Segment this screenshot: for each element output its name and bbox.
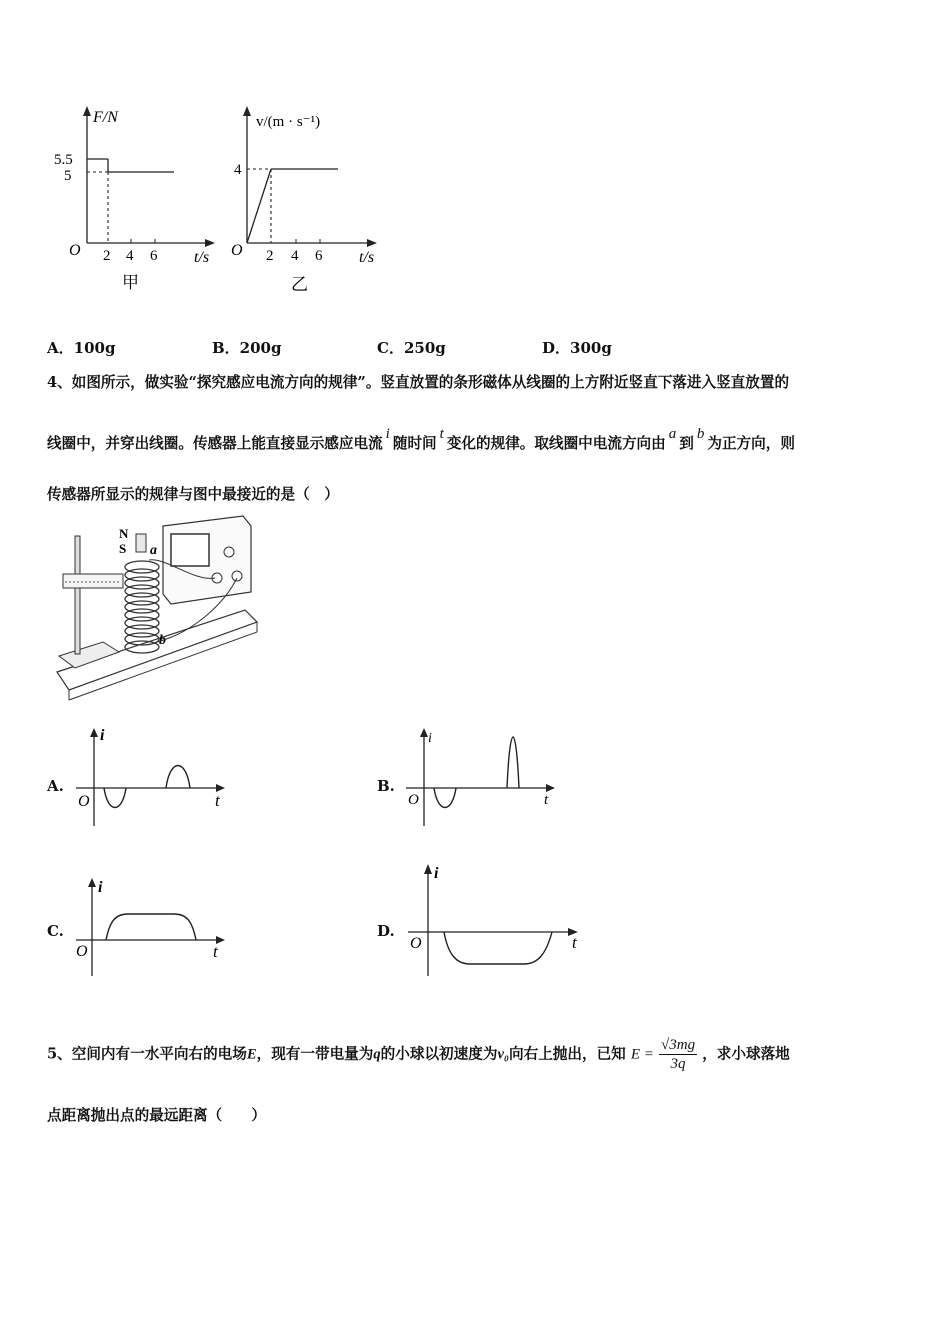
a-axis-i: i xyxy=(100,727,105,744)
b-i-arrow xyxy=(420,728,428,737)
c-axis-t: t xyxy=(213,942,218,961)
yi-origin: O xyxy=(231,242,243,259)
b-axis-t: t xyxy=(544,792,549,808)
magnet-label-n: N xyxy=(119,526,129,541)
yi-x-tick-2: 2 xyxy=(266,248,274,264)
yi-v-ramp xyxy=(247,169,271,243)
d-axis-t: t xyxy=(572,933,577,952)
q5-formula-num: √3mg xyxy=(661,1037,696,1053)
q3-option-c: C．250g xyxy=(377,339,446,357)
yi-y-tick-4: 4 xyxy=(234,162,242,178)
b-pos-spike xyxy=(507,737,519,788)
q4-line-2a: 线圈中，并穿出线圈。传感器上能直接显示感应电流 xyxy=(47,435,383,452)
a-i-arrow xyxy=(90,728,98,737)
yi-x-tick-6: 6 xyxy=(315,248,323,264)
q3-option-d: D．300g xyxy=(542,339,612,357)
c-axis-i: i xyxy=(98,879,103,896)
q3-option-b: B．200g xyxy=(212,339,282,357)
q5-line-1b: ，现有一带电量为 xyxy=(256,1045,374,1063)
jia-caption: 甲 xyxy=(122,273,139,292)
q5-line-1c: 的小球以初速度为 xyxy=(380,1045,498,1063)
d-i-arrow xyxy=(424,864,432,874)
q4-option-d-graph xyxy=(400,858,590,983)
jia-x-tick-6: 6 xyxy=(150,248,158,264)
q4-sym-a: a xyxy=(668,426,677,442)
q5-line-1 xyxy=(47,1036,790,1073)
q4-sym-t: t xyxy=(439,426,444,442)
b-origin: O xyxy=(408,792,419,808)
q5-line-1e: ，求小球落地 xyxy=(702,1045,790,1063)
q5-line-1a: 5、空间内有一水平向右的电场 xyxy=(47,1045,247,1063)
q4-option-b-letter: B. xyxy=(377,777,395,795)
jia-y-tick-5: 5 xyxy=(64,168,72,184)
d-axis-i: i xyxy=(434,865,439,882)
yi-y-label: v/(m · s⁻¹) xyxy=(256,114,321,130)
c-origin: O xyxy=(76,943,88,960)
q4-line-1: 4、如图所示，做实验“探究感应电流方向的规律”。竖直放置的条形磁体从线圈的上方附近竖直下落进入竖直放置的 xyxy=(47,374,790,391)
q4-apparatus-figure xyxy=(45,512,260,704)
yi-x-tick-4: 4 xyxy=(291,248,299,264)
graph-yi xyxy=(225,100,395,300)
jia-y-label: F/N xyxy=(93,109,118,126)
q4-line-2b: 随时间 xyxy=(392,435,437,452)
jia-x-tick-2: 2 xyxy=(103,248,111,264)
terminal-label-a: a xyxy=(150,543,157,558)
a-pos-pulse xyxy=(166,766,190,789)
yi-y-arrow xyxy=(243,106,251,116)
q3-option-a: A．100g xyxy=(47,339,116,357)
b-axis-i: i xyxy=(428,731,432,746)
magnet-label-s: S xyxy=(119,541,127,556)
jia-x-label: t/s xyxy=(194,249,210,266)
q5-formula-lhs: E = xyxy=(630,1046,654,1063)
q4-line-2d: 到 xyxy=(679,435,694,452)
coil xyxy=(125,561,159,653)
q5-line-2: 点距离抛出点的最远距离（ ） xyxy=(47,1107,266,1124)
q4-option-d-letter: D. xyxy=(377,922,395,940)
c-pos-plateau xyxy=(106,914,196,940)
b-neg-pulse xyxy=(434,788,456,808)
jia-y-arrow xyxy=(83,106,91,116)
jia-origin: O xyxy=(69,242,81,259)
q4-line-2c: 变化的规律。取线圈中电流方向由 xyxy=(446,435,666,452)
sensor-screen xyxy=(171,534,209,566)
a-origin: O xyxy=(78,793,90,810)
q4-sym-i: i xyxy=(385,426,390,442)
jia-x-arrow xyxy=(205,239,215,247)
q5-formula-den: 3q xyxy=(670,1056,686,1072)
q4-option-b-graph xyxy=(400,722,570,832)
jia-y-tick-5-5: 5.5 xyxy=(54,152,73,168)
yi-x-arrow xyxy=(367,239,377,247)
d-neg-plateau xyxy=(444,932,552,964)
q5-formula-fraction xyxy=(659,1036,697,1073)
a-axis-t: t xyxy=(215,791,220,810)
q5-line-1d: 向右上抛出，已知 xyxy=(509,1045,626,1063)
q4-option-a-graph xyxy=(70,722,240,832)
stand-clamp xyxy=(63,574,123,588)
q4-option-c-graph xyxy=(70,872,240,982)
jia-x-tick-4: 4 xyxy=(126,248,134,264)
q5-sym-q: q xyxy=(373,1046,381,1063)
sensor-knob-3 xyxy=(232,571,242,581)
yi-caption: 乙 xyxy=(291,275,308,294)
q4-option-c-letter: C. xyxy=(47,922,64,940)
stand-rod xyxy=(75,536,80,654)
c-i-arrow xyxy=(88,878,96,887)
q4-sym-b: b xyxy=(696,426,705,442)
q5-sym-v0: v₀ xyxy=(497,1046,510,1063)
q5-sym-e: E xyxy=(246,1046,257,1063)
a-neg-pulse xyxy=(104,788,126,808)
graph-jia xyxy=(50,100,225,300)
q4-line-3: 传感器所显示的规律与图中最接近的是（ ） xyxy=(47,486,339,503)
b-t-arrow xyxy=(546,784,555,792)
yi-x-label: t/s xyxy=(359,249,375,266)
terminal-label-b: b xyxy=(159,633,166,648)
d-origin: O xyxy=(410,935,422,952)
q4-line-2 xyxy=(47,426,795,453)
q4-line-2e: 为正方向，则 xyxy=(707,435,795,452)
sensor-knob-1 xyxy=(224,547,234,557)
q4-option-a-letter: A. xyxy=(47,777,64,795)
bar-magnet xyxy=(136,534,146,552)
